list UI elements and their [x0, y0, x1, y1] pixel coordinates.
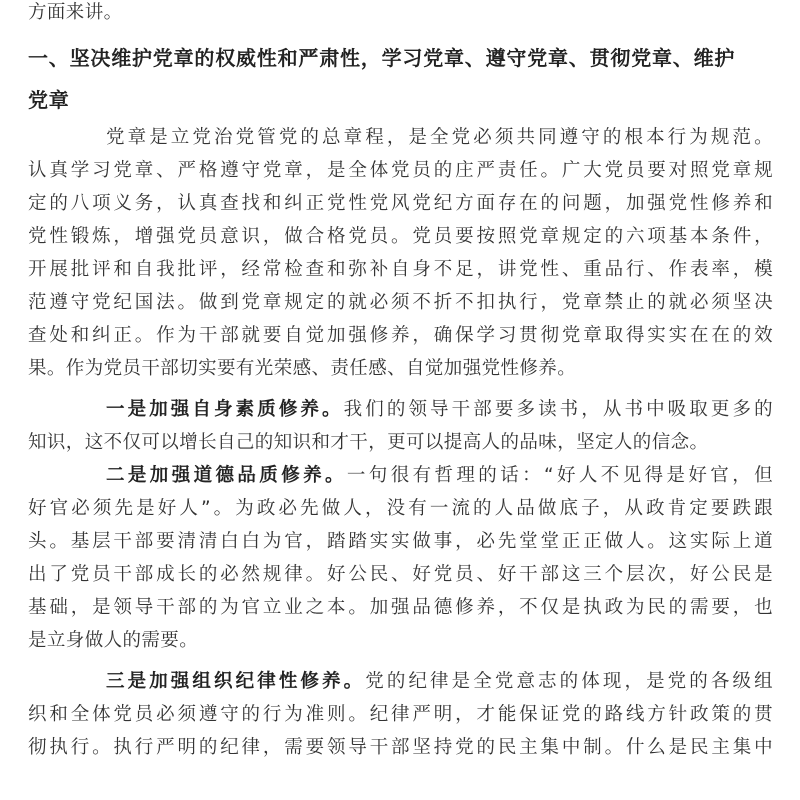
paragraph-line: 果。作为党员干部切实要有光荣感、责任感、自觉加强党性修养。	[28, 358, 577, 379]
paragraph-line: 头。基层干部要清清白白为官，踏踏实实做事，必先堂堂正正做人。这实际上道	[28, 531, 773, 552]
paragraph-line	[28, 393, 773, 426]
paragraph-line: 彻执行。执行严明的纪律，需要领导干部坚持党的民主集中制。什么是民主集中	[28, 737, 773, 758]
paragraph-line: 认真学习党章、严格遵守党章，是全体党员的庄严责任。广大党员要对照党章规	[28, 160, 773, 181]
paragraph-line: 是立身做人的需要。	[28, 630, 199, 651]
paragraph-line: 出了党员干部成长的必然规律。好公民、好党员、好干部这三个层次，好公民是	[28, 564, 773, 585]
point-lead-rest: 我们的领导干部要多读书，从书中吸取更多的	[343, 399, 773, 420]
point-lead-rest: 党的纪律是全党意志的体现，是党的各级组	[365, 671, 773, 692]
point-lead-title: 二是加强道德品质修养。	[106, 465, 347, 486]
paragraph-line: 党章是立党治党管党的总章程，是全党必须共同遵守的根本行为规范。	[106, 127, 773, 148]
paragraph-line: 知识，这不仅可以增长自己的知识和才干，更可以提高人的品味，坚定人的信念。	[28, 432, 709, 453]
paragraph-line: 好官必须先是好人”。为政必先做人，没有一流的人品做底子，从政肯定要跌跟	[28, 498, 773, 519]
point-self-quality	[28, 393, 773, 459]
point-lead-rest: 一句很有哲理的话：“好人不见得是好官，但	[346, 465, 773, 486]
paragraph-line: 基础，是领导干部的为官立业之本。加强品德修养，不仅是执政为民的需要，也	[28, 597, 773, 618]
intro-tail-text: 方面来讲。	[28, 2, 123, 23]
paragraph-line: 定的八项义务，认真查找和纠正党性党风党纪方面存在的问题，加强党性修养和	[28, 193, 773, 214]
paragraph-line: 开展批评和自我批评，经常检查和弥补自身不足，讲党性、重品行、作表率，模	[28, 259, 773, 280]
section-heading-line2: 党章	[28, 88, 70, 112]
paragraph-line: 党性锻炼，增强党员意识，做合格党员。党员要按照党章规定的六项基本条件，	[28, 226, 773, 247]
point-lead-title: 三是加强组织纪律性修养。	[106, 671, 366, 692]
section-heading-line1: 一、坚决维护党章的权威性和严肃性，学习党章、遵守党章、贯彻党章、维护	[28, 46, 736, 70]
point-discipline	[28, 665, 773, 764]
paragraph-party-constitution	[28, 121, 773, 385]
point-moral-quality	[28, 459, 773, 657]
paragraph-line: 织和全体党员必须遵守的行为准则。纪律严明，才能保证党的路线方针政策的贯	[28, 704, 773, 725]
paragraph-line	[28, 459, 773, 492]
paragraph-line	[28, 665, 773, 698]
paragraph-line: 查处和纠正。作为干部就要自觉加强修养，确保学习贯彻党章取得实实在在的效	[28, 325, 773, 346]
point-lead-title: 一是加强自身素质修养。	[106, 399, 344, 420]
paragraph-line: 范遵守党纪国法。做到党章规定的就必须不折不扣执行，党章禁止的就必须坚决	[28, 292, 773, 313]
document-page	[28, 0, 773, 764]
